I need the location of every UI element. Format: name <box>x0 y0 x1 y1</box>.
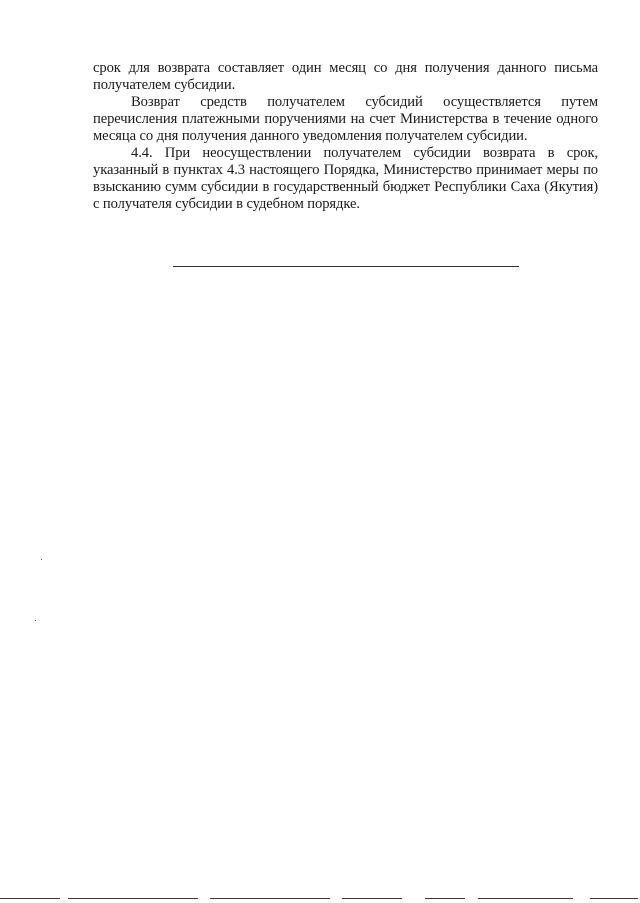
scan-bottom-edge <box>590 898 638 899</box>
scan-speck <box>35 620 36 621</box>
scan-speck <box>41 559 42 560</box>
scan-bottom-edge <box>342 898 402 899</box>
scan-bottom-edge <box>68 898 198 899</box>
end-separator-line <box>173 266 519 267</box>
document-body <box>93 60 598 213</box>
paragraph-return-deadline: срок для возврата составляет один месяц со дня получения данного письма получателем субсидии. <box>93 60 598 93</box>
paragraph-4-4-recovery: 4.4. При неосуществлении получателем субсидии возврата в срок, указанный в пунктах 4.3 настоящего Порядка, Министерство принимает меры по взысканию сумм субсидии в государственный бюджет Республики Саха (Якутия) с получателя субсидии в судебном порядке. <box>93 145 598 212</box>
scan-bottom-edge <box>0 898 60 899</box>
scan-bottom-edge <box>478 898 573 899</box>
scan-bottom-edge <box>210 898 330 899</box>
scan-bottom-edge <box>425 898 465 899</box>
paragraph-return-method: Возврат средств получателем субсидий осуществляется путем перечисления платежными поручениями на счет Министерства в течение одного месяца со дня получения данного уведомления получателем субсидии. <box>93 94 598 144</box>
